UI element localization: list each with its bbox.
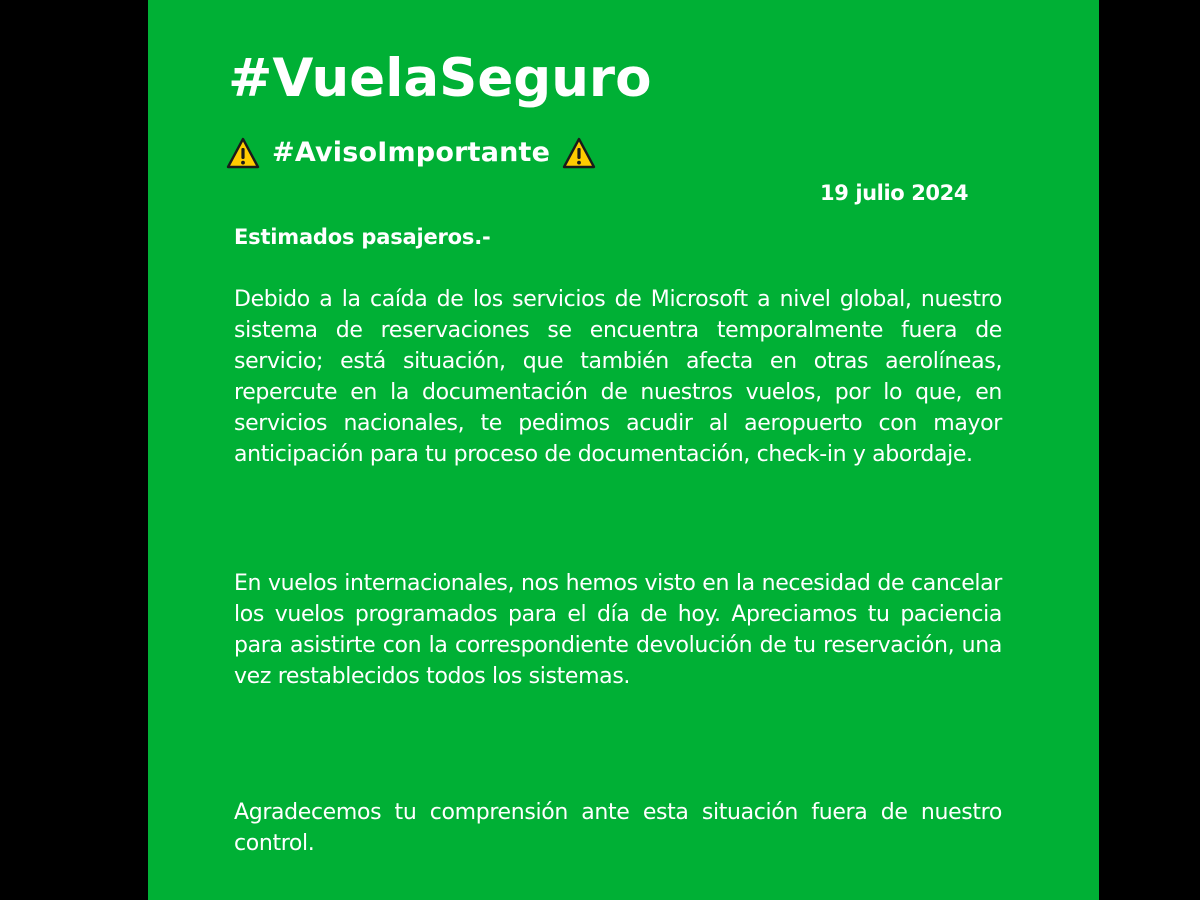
alert-label: #AvisoImportante bbox=[272, 137, 551, 168]
notice-title: #VuelaSeguro bbox=[228, 48, 652, 109]
warning-icon bbox=[562, 137, 596, 169]
notice-date: 19 julio 2024 bbox=[820, 181, 969, 205]
greeting: Estimados pasajeros.- bbox=[234, 225, 491, 249]
paragraph-system-outage: Debido a la caída de los servicios de Microsoft a nivel global, nuestro sistema de reservaciones se encuentra temporalmente fuera de servicio; está situación, que también afecta en otras aerolíneas, repercute en la documentación de nuestros vuelos, por lo que, en servicios nacionales, te pedimos acudir al aeropuerto con mayor anticipación para tu proceso de documentación, check-in y abordaje. bbox=[234, 287, 1002, 468]
warning-icon bbox=[226, 137, 260, 169]
alert-heading bbox=[226, 133, 596, 173]
paragraph-thanks: Agradecemos tu comprensión ante esta situación fuera de nuestro control. bbox=[234, 800, 1002, 857]
notice-card bbox=[148, 0, 1099, 900]
paragraph-international-cancellations: En vuelos internacionales, nos hemos visto en la necesidad de cancelar los vuelos programados para el día de hoy. Apreciamos tu paciencia para asistirte con la correspondiente devolución de tu reservación, una vez restablecidos todos los sistemas. bbox=[234, 571, 1002, 690]
